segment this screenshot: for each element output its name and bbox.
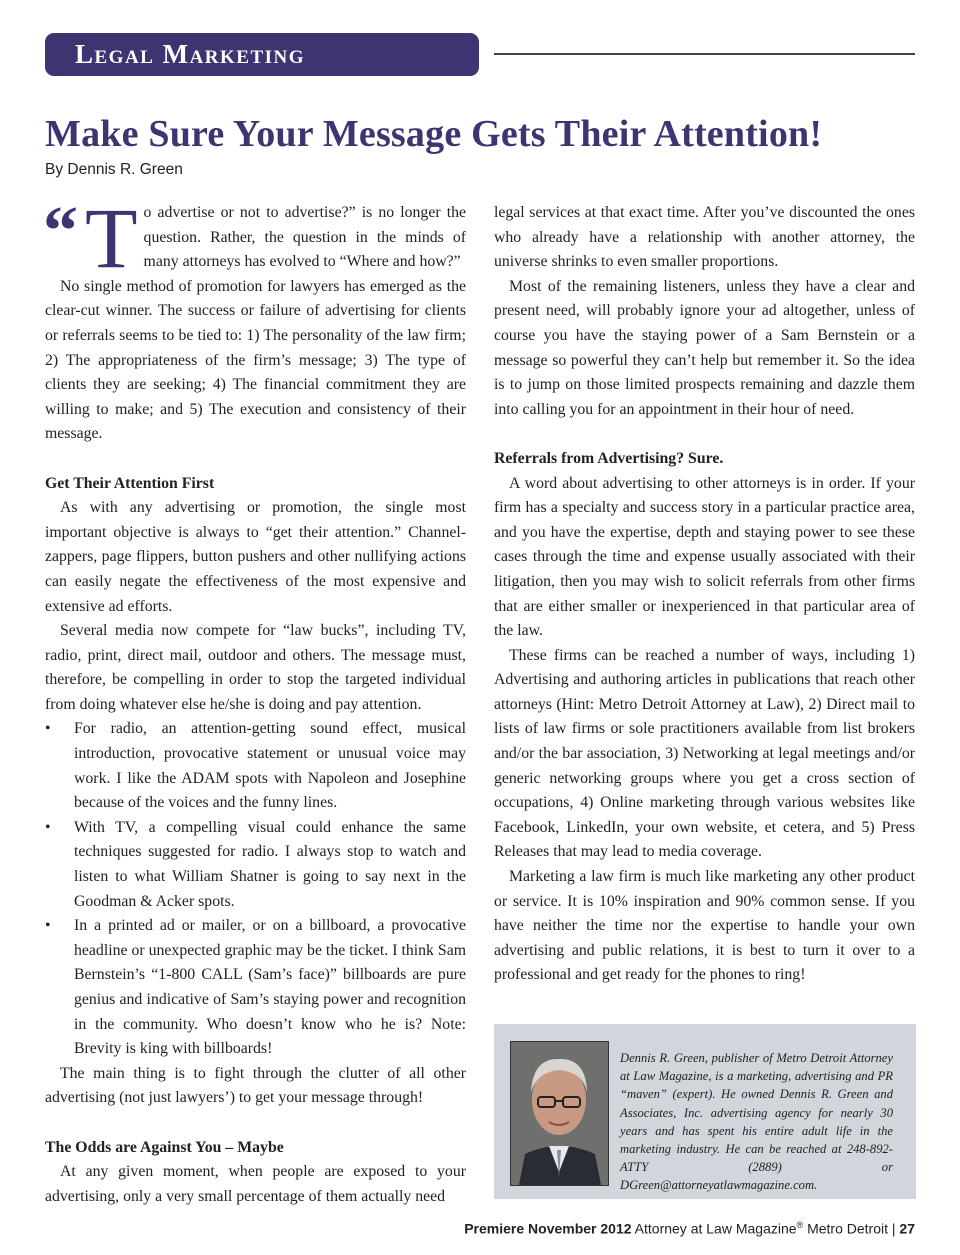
footer-magazine: Attorney at Law Magazine xyxy=(634,1220,797,1237)
header-rule xyxy=(494,53,915,55)
footer-registered-mark: ® xyxy=(796,1220,804,1230)
paragraph: No single method of promotion for lawyers has emerged as the clear-cut winner. The success or failure of advertising for clients or referrals seems to be tied to: 1) The personality of the law firm; 2) The appropriateness of the firm’s message; 3) The type of clients they are seeking; 4) The financial commitment they are willing to make; and 5) The execution and consistency of their message. xyxy=(45,277,466,443)
article-headline: Make Sure Your Message Gets Their Attention! xyxy=(45,113,823,155)
paragraph: Several media now compete for “law bucks”, including TV, radio, print, direct mail, outdoor and others. The message must, therefore, be compelling in order to stop the targeted individual from doing whatever else he/she is doing and pay attention. xyxy=(45,622,466,713)
footer-issue: Premiere November 2012 xyxy=(464,1220,632,1237)
footer-separator: | xyxy=(891,1220,896,1237)
paragraph-continued: legal services at that exact time. After you’ve discounted the ones who already have a relationship with another attorney, the universe shrinks to even smaller proportions. xyxy=(494,204,915,271)
author-bio-text: Dennis R. Green, publisher of Metro Detroit Attorney at Law Magazine, is a marketing, advertising and PR “maven” (expert). He owned Dennis R. Green and Associates, Inc. advertising agency for nearly 30 years and has spent his entire adult life in the marketing industry. He can be reached at 248-892-ATTY (2889) or DGreen@attorneyatlawmagazine.com. xyxy=(620,1051,893,1193)
footer-region: Metro Detroit xyxy=(807,1220,888,1237)
intro-paragraph xyxy=(43,190,466,286)
author-bio-box xyxy=(494,1024,916,1199)
paragraph: At any given moment, when people are exposed to your advertising, only a very small percentage of them actually need xyxy=(45,1163,466,1205)
bullet-item xyxy=(45,717,466,815)
bullet-item xyxy=(45,914,466,1062)
open-quote-mark: “ xyxy=(43,193,78,270)
bullet-item xyxy=(45,816,466,914)
drop-cap: T xyxy=(85,190,138,286)
intro-text: o advertise or not to advertise?” is no longer the question. Rather, the question in the minds of many attorneys has evolved to “Where and how?” xyxy=(143,204,466,271)
page-number: 27 xyxy=(899,1220,915,1237)
page-footer xyxy=(464,1220,915,1237)
bullet-dot: • xyxy=(45,917,51,935)
author-photo xyxy=(510,1041,609,1186)
byline: By Dennis R. Green xyxy=(45,161,183,178)
subheading-referrals: Referrals from Advertising? Sure. xyxy=(494,449,724,467)
section-label: Legal Marketing xyxy=(75,39,306,69)
column-left xyxy=(43,190,466,1209)
paragraph: Marketing a law firm is much like marketing any other product or service. It is 10% inspiration and 90% common sense. If you have neither the time nor the expertise to handle your own advertising and public relations, it is best to turn it over to a professional and get ready for the phones to ring! xyxy=(494,868,915,984)
bullet-list xyxy=(45,717,466,1061)
subheading-attention: Get Their Attention First xyxy=(45,474,215,492)
bullet-dot: • xyxy=(45,818,51,836)
column-right xyxy=(494,201,915,988)
paragraph: A word about advertising to other attorneys is in order. If your firm has a specialty and success story in a particular practice area, and you have the expertise, depth and staying power to see these cases through the time and expense usually associated with their litigation, then you may wish to solicit referrals from other firms that are either smaller or inexperienced in that particular area of the law. xyxy=(494,474,915,640)
bullet-text: With TV, a compelling visual could enhance the same techniques suggested for radio. I always stop to watch and listen to what William Shatner is going to say next in the Goodman & Acker spots. xyxy=(74,818,466,910)
bullet-text: For radio, an attention-getting sound effect, musical introduction, provocative statement or unusual voice may work. I like the ADAM spots with Napoleon and Josephine because of the voices and the funny lines. xyxy=(74,720,466,812)
paragraph: As with any advertising or promotion, the single most important objective is always to “get their attention.” Channel-zappers, page flippers, button pushers and other nullifying actions can easily negate the effectiveness of the most expensive and extensive ad efforts. xyxy=(45,499,466,615)
paragraph: These firms can be reached a number of ways, including 1) Advertising and authoring articles in publications that reach other attorneys (Hint: Metro Detroit Attorney at Law), 2) Direct mail to lists of law firms or sole practitioners available from list brokers and/or the bar association, 3) Networking at legal meetings and/or generic networking groups where you get a cross section of occupations, 4) Online marketing through various websites like Facebook, LinkedIn, your own website, et cetera, and 5) Press Releases that may lead to media coverage. xyxy=(494,646,915,861)
section-banner xyxy=(45,33,479,76)
bullet-text: In a printed ad or mailer, or on a billboard, a provocative headline or unexpected graphic may be the ticket. I think Sam Bernstein’s “1-800 CALL (Sam’s face)” billboards are pure genius and indicative of Sam’s staying power and recognition in the community. Who doesn’t know who he is? Note: Brevity is king with billboards! xyxy=(74,917,466,1058)
subheading-odds: The Odds are Against You – Maybe xyxy=(45,1138,284,1156)
paragraph: Most of the remaining listeners, unless they have a clear and present need, will probably ignore your ad altogether, unless of course you have the staying power of a Sam Bernstein or a message so powerful they can’t help but remember it. So the idea is to jump on those limited prospects remaining and dazzle them into calling you for an appointment in their hour of need. xyxy=(494,277,915,418)
author-portrait-illustration xyxy=(511,1042,608,1185)
paragraph: The main thing is to fight through the clutter of all other advertising (not just lawyers’) to get your message through! xyxy=(45,1064,466,1107)
bullet-dot: • xyxy=(45,720,51,738)
